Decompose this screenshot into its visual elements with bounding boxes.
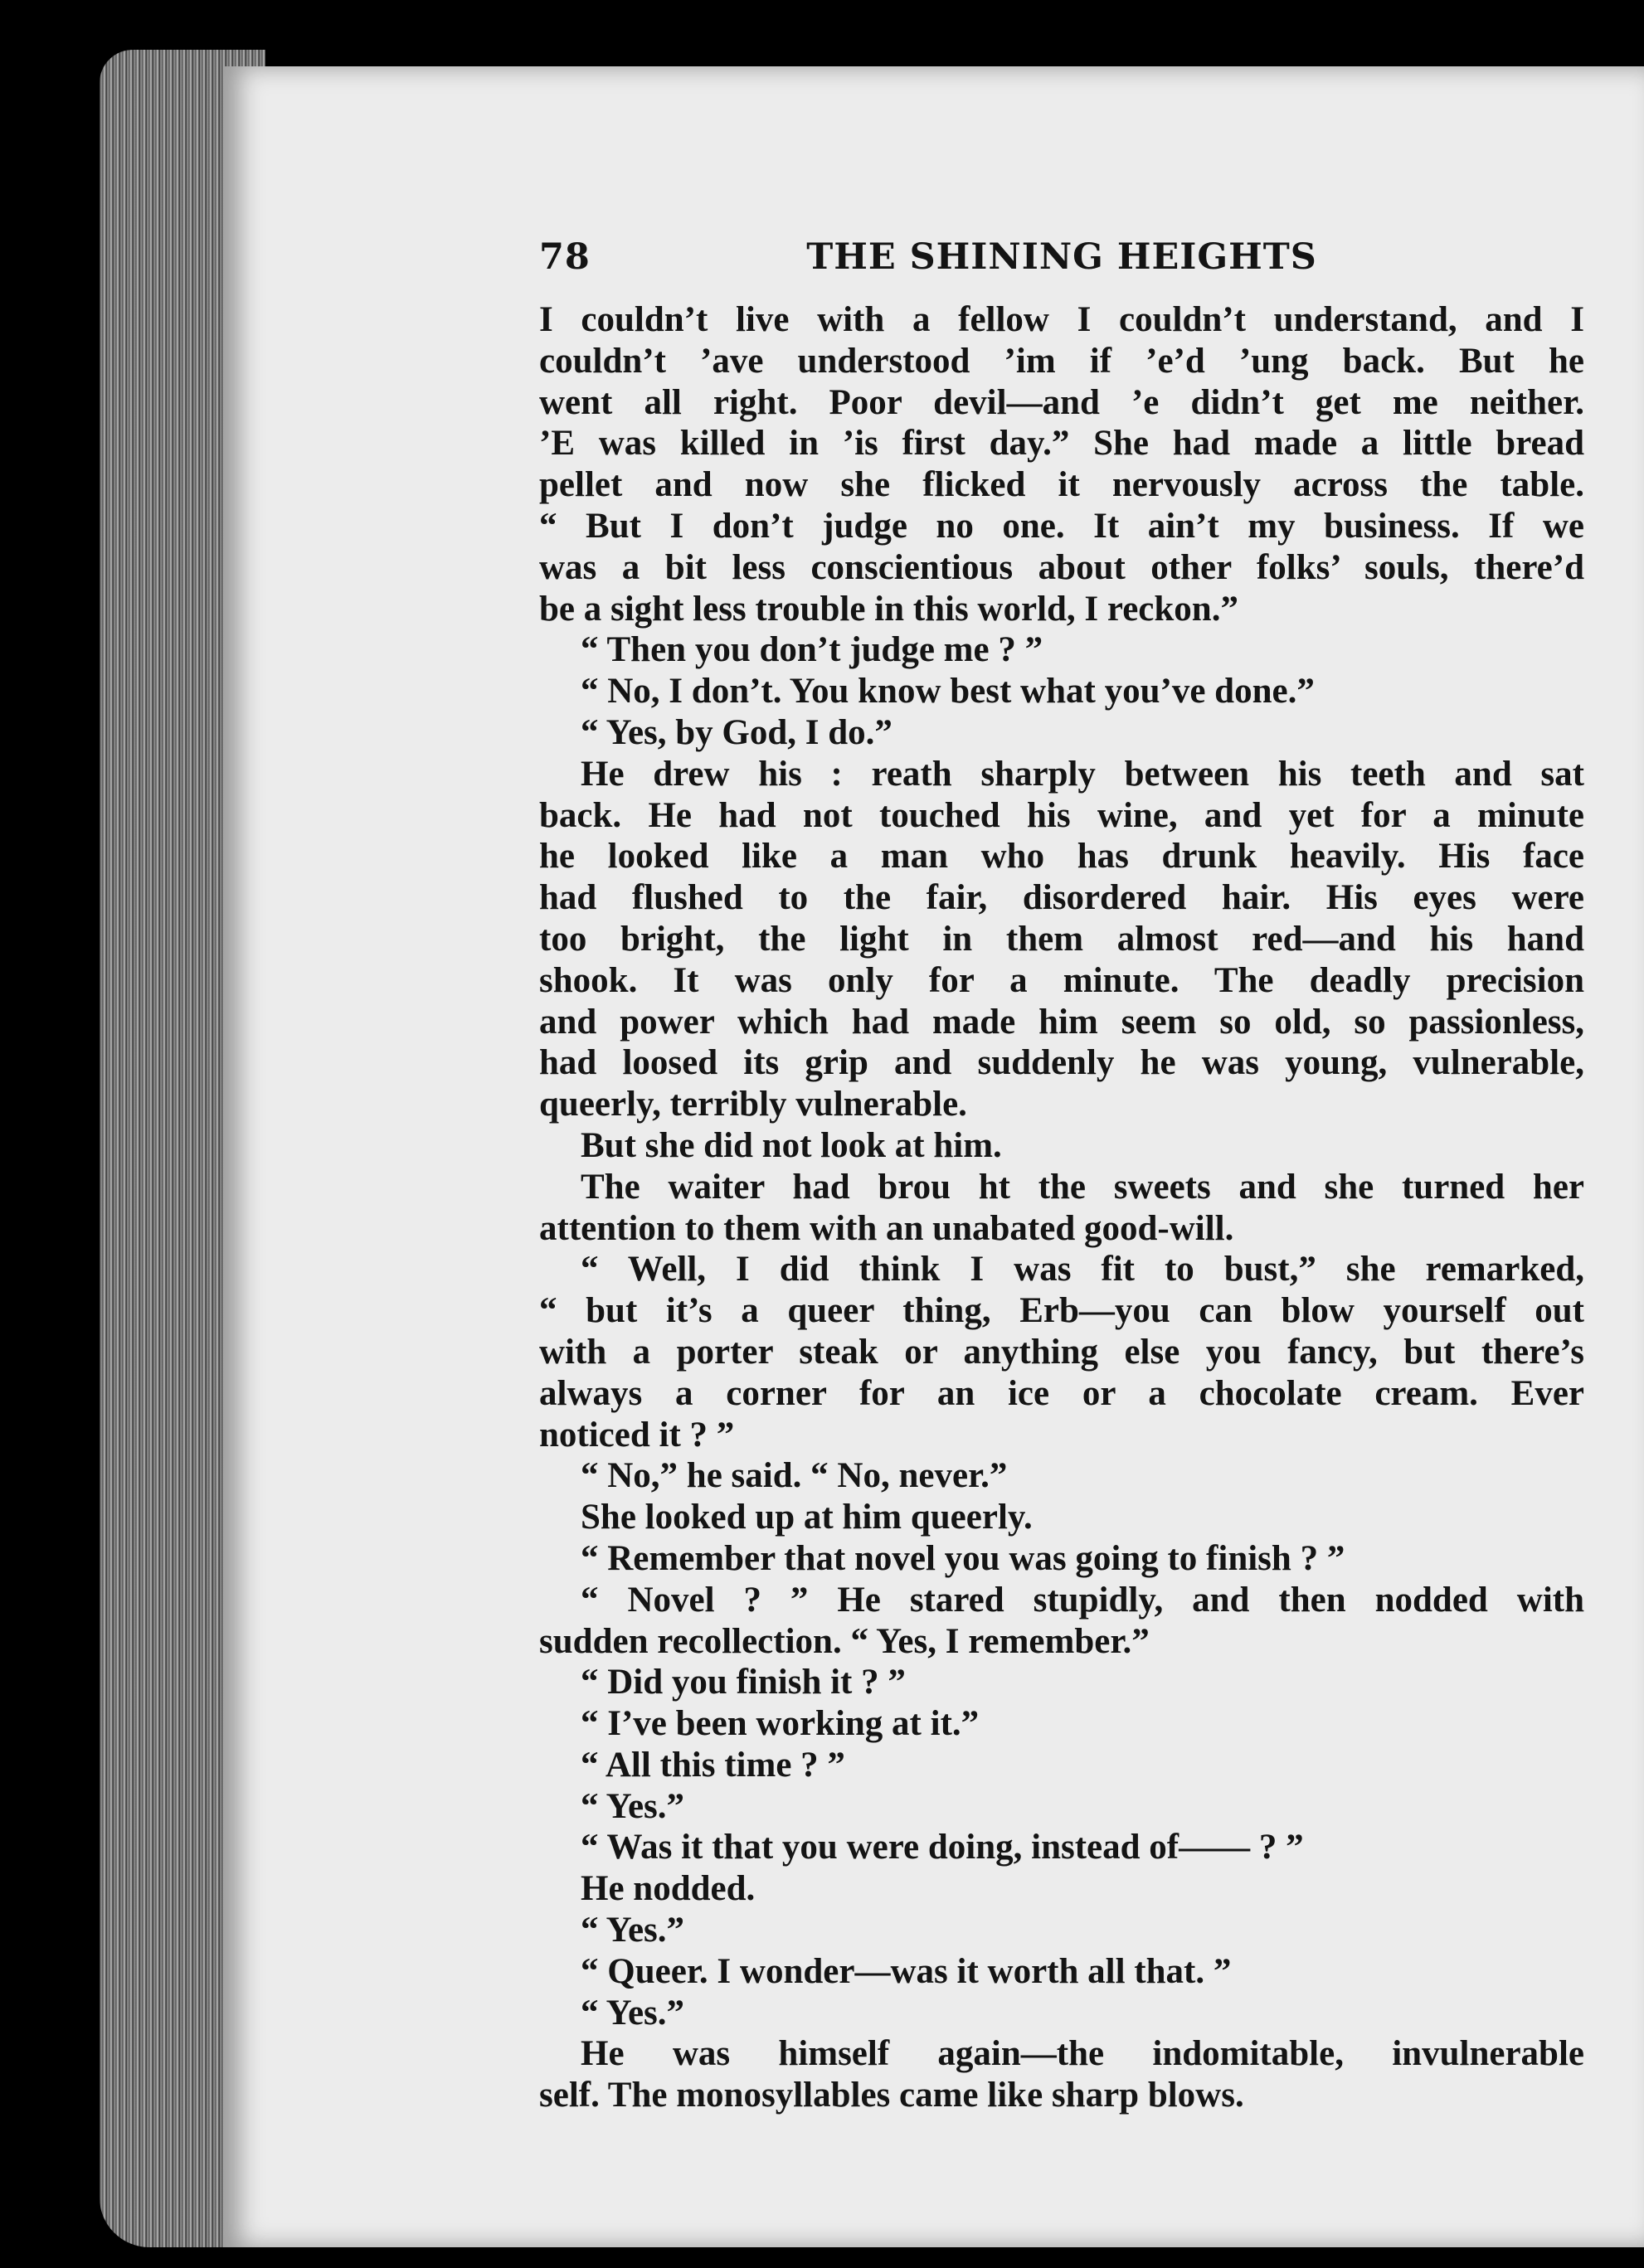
text-line: “ No, I don’t. You know best what you’ve done.”	[581, 672, 1315, 711]
text-line: “ All this time ? ”	[581, 1745, 845, 1785]
text-line: ’E was killed in ’is first day.” She had made a little bread	[539, 424, 1584, 464]
text-line: was a bit less conscientious about other folks’ souls, there’d	[539, 547, 1584, 587]
text-line: He nodded.	[581, 1869, 756, 1909]
text-line: and power which had made him seem so old, so passionless,	[539, 1002, 1584, 1042]
text-line: shook. It was only for a minute. The deadly precision	[539, 960, 1584, 1000]
page-number: 78	[539, 236, 591, 278]
text-line: “ Then you don’t judge me ? ”	[581, 630, 1043, 670]
text-line: “ Did you finish it ? ”	[581, 1663, 906, 1702]
text-line: be a sight less trouble in this world, I reckon.”	[539, 589, 1238, 629]
text-line: She looked up at him queerly.	[581, 1498, 1033, 1537]
text-line: queerly, terribly vulnerable.	[539, 1085, 967, 1124]
text-line: always a corner for an ice or a chocolate cream. Ever	[539, 1373, 1584, 1413]
text-line: back. He had not touched his wine, and yet for a minute	[539, 795, 1584, 835]
text-line: “ Queer. I wonder—was it worth all that. ”	[581, 1951, 1232, 1991]
text-line: had flushed to the fair, disordered hair. His eyes were	[539, 878, 1584, 918]
body-text	[539, 299, 1584, 2116]
text-line: “ but it’s a queer thing, Erb—you can blow yourself out	[539, 1291, 1584, 1331]
text-line: “ Yes.”	[581, 1786, 685, 1826]
text-line: But she did not look at him.	[581, 1125, 1002, 1165]
text-line: “ Yes, by God, I do.”	[581, 712, 893, 752]
text-line: sudden recollection. “ Yes, I remember.”	[539, 1621, 1150, 1661]
text-line: I couldn’t live with a fellow I couldn’t understand, and I	[539, 300, 1584, 339]
text-line: “ Was it that you were doing, instead of—— ? ”	[581, 1828, 1304, 1867]
book-page	[224, 66, 1644, 2247]
text-line: pellet and now she flicked it nervously across the table.	[539, 465, 1584, 505]
text-line: too bright, the light in them almost red—and his hand	[539, 919, 1584, 959]
page-header	[539, 236, 1584, 286]
text-line: He was himself again—the indomitable, invulnerable	[581, 2034, 1584, 2074]
text-line: he looked like a man who has drunk heavily. His face	[539, 837, 1584, 877]
text-line: couldn’t ’ave understood ’im if ’e’d ’ung back. But he	[539, 341, 1584, 381]
text-line: “ Novel ? ” He stared stupidly, and then nodded with	[581, 1580, 1584, 1620]
text-line: “ No,” he said. “ No, never.”	[581, 1456, 1008, 1496]
text-line: “ But I don’t judge no one. It ain’t my business. If we	[539, 506, 1584, 546]
text-line: attention to them with an unabated good-will.	[539, 1208, 1234, 1248]
text-line: “ I’ve been working at it.”	[581, 1704, 980, 1744]
text-line: with a porter steak or anything else you fancy, but there’s	[539, 1332, 1584, 1372]
text-line: “ Well, I did think I was fit to bust,” she remarked,	[581, 1250, 1584, 1289]
text-line: The waiter had brou ht the sweets and she turned her	[581, 1167, 1584, 1207]
text-line: noticed it ? ”	[539, 1415, 735, 1455]
text-line: “ Yes.”	[581, 1911, 685, 1950]
text-line: self. The monosyllables came like sharp blows.	[539, 2076, 1244, 2115]
text-line: went all right. Poor devil—and ’e didn’t get me neither.	[539, 382, 1584, 422]
text-line: He drew his : reath sharply between his teeth and sat	[581, 754, 1584, 794]
text-line: had loosed its grip and suddenly he was young, vulnerable,	[539, 1043, 1584, 1083]
text-line: “ Remember that novel you was going to finish ? ”	[581, 1538, 1345, 1578]
page-content	[539, 236, 1584, 2116]
text-line: “ Yes.”	[581, 1993, 685, 2032]
running-head: THE SHINING HEIGHTS	[806, 236, 1317, 278]
